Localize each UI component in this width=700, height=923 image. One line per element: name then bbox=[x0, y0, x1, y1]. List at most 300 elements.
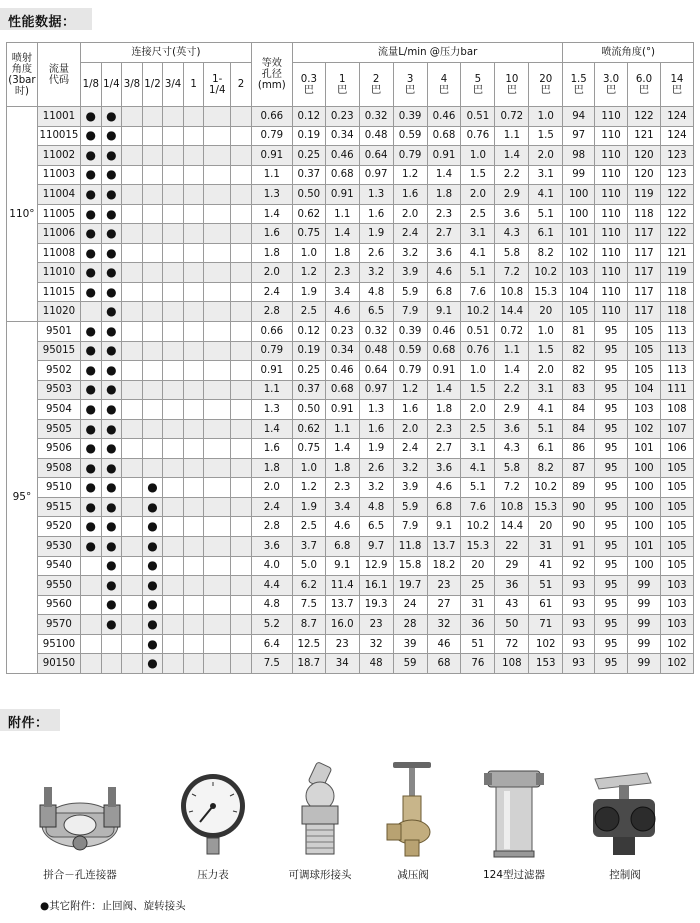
flow-cell: 1.8 bbox=[325, 243, 359, 263]
connection-cell bbox=[122, 380, 143, 400]
angle-cell: 124 bbox=[660, 126, 693, 146]
flow-cell: 0.68 bbox=[325, 165, 359, 185]
flow-cell: 4.3 bbox=[495, 224, 529, 244]
flow-code-cell: 9530 bbox=[37, 537, 80, 557]
connection-cell: ● bbox=[81, 224, 102, 244]
table-row bbox=[7, 478, 694, 498]
connection-cell bbox=[122, 243, 143, 263]
flow-code-cell: 9504 bbox=[37, 400, 80, 420]
flow-cell: 0.51 bbox=[461, 322, 495, 342]
connection-cell bbox=[163, 126, 184, 146]
connection-cell bbox=[204, 146, 231, 166]
orifice-cell: 1.1 bbox=[251, 165, 292, 185]
connection-cell bbox=[122, 165, 143, 185]
connection-cell bbox=[204, 204, 231, 224]
connection-cell bbox=[163, 517, 184, 537]
angle-cell: 93 bbox=[563, 595, 595, 615]
angle-cell: 103 bbox=[660, 595, 693, 615]
table-row bbox=[7, 595, 694, 615]
flow-cell: 22 bbox=[495, 537, 529, 557]
spray-angle-header: 喷射 角度 (3bar 时) bbox=[7, 43, 38, 107]
connection-cell bbox=[231, 634, 252, 654]
connection-cell bbox=[142, 165, 163, 185]
connection-cell: ● bbox=[81, 341, 102, 361]
angle-cell: 105 bbox=[660, 478, 693, 498]
connection-cell bbox=[163, 165, 184, 185]
flow-cell: 31 bbox=[529, 537, 563, 557]
flow-code-cell: 9505 bbox=[37, 419, 80, 439]
angle-cell: 94 bbox=[563, 107, 595, 127]
connection-cell: ● bbox=[81, 146, 102, 166]
connection-cell bbox=[183, 595, 204, 615]
flow-cell: 1.4 bbox=[427, 165, 461, 185]
table-row bbox=[7, 419, 694, 439]
flow-cell: 6.8 bbox=[427, 282, 461, 302]
connection-cell: ● bbox=[101, 478, 122, 498]
flow-cell: 3.2 bbox=[359, 478, 393, 498]
angle-cell: 95 bbox=[595, 576, 628, 596]
orifice-cell: 6.4 bbox=[251, 634, 292, 654]
flow-cell: 3.6 bbox=[495, 204, 529, 224]
flow-cell: 1.3 bbox=[359, 185, 393, 205]
connection-cell bbox=[101, 634, 122, 654]
flow-cell: 51 bbox=[529, 576, 563, 596]
accessories-row bbox=[0, 745, 700, 881]
flow-cell: 1.0 bbox=[529, 322, 563, 342]
flow-cell: 1.9 bbox=[292, 282, 325, 302]
flow-cell: 1.0 bbox=[529, 107, 563, 127]
connection-cell bbox=[142, 380, 163, 400]
connection-cell bbox=[204, 419, 231, 439]
connection-cell bbox=[204, 634, 231, 654]
flow-cell: 0.91 bbox=[427, 361, 461, 381]
angle-cell: 93 bbox=[563, 576, 595, 596]
connection-cell: ● bbox=[142, 595, 163, 615]
connection-cell bbox=[204, 458, 231, 478]
connection-cell bbox=[163, 537, 184, 557]
flow-cell: 0.79 bbox=[393, 146, 427, 166]
flow-cell: 1.5 bbox=[461, 165, 495, 185]
flow-cell: 0.59 bbox=[393, 126, 427, 146]
connection-cell bbox=[163, 400, 184, 420]
angle-cell: 103 bbox=[563, 263, 595, 283]
flow-cell: 2.2 bbox=[495, 380, 529, 400]
connection-cell bbox=[231, 419, 252, 439]
flow-cell: 10.8 bbox=[495, 497, 529, 517]
connection-cell: ● bbox=[81, 204, 102, 224]
angle-cell: 95 bbox=[595, 380, 628, 400]
flow-cell: 2.9 bbox=[495, 400, 529, 420]
angle-cell: 93 bbox=[563, 634, 595, 654]
connection-cell bbox=[163, 439, 184, 459]
connection-cell bbox=[183, 615, 204, 635]
angle-cell: 113 bbox=[660, 322, 693, 342]
angle-cell: 103 bbox=[628, 400, 661, 420]
connection-cell bbox=[81, 595, 102, 615]
flow-cell: 6.8 bbox=[325, 537, 359, 557]
connection-cell bbox=[183, 478, 204, 498]
flow-cell: 1.4 bbox=[495, 361, 529, 381]
flow-cell: 2.0 bbox=[393, 419, 427, 439]
connection-size-col: 1/4 bbox=[101, 63, 122, 107]
accessory-label: 可调球形接头 bbox=[288, 869, 352, 881]
pressure-gauge-icon bbox=[178, 770, 248, 860]
connection-cell bbox=[231, 439, 252, 459]
flow-cell: 5.8 bbox=[495, 458, 529, 478]
flow-cell: 6.5 bbox=[359, 517, 393, 537]
flow-cell: 2.3 bbox=[325, 478, 359, 498]
flow-cell: 43 bbox=[495, 595, 529, 615]
flow-cell: 3.1 bbox=[529, 380, 563, 400]
flow-cell: 153 bbox=[529, 654, 563, 674]
flow-cell: 12.5 bbox=[292, 634, 325, 654]
connection-cell bbox=[122, 400, 143, 420]
flow-cell: 0.32 bbox=[359, 107, 393, 127]
flow-cell: 6.1 bbox=[529, 224, 563, 244]
connection-cell: ● bbox=[81, 478, 102, 498]
table-row bbox=[7, 439, 694, 459]
connection-cell bbox=[204, 654, 231, 674]
flow-code-cell: 95015 bbox=[37, 341, 80, 361]
connection-cell bbox=[204, 107, 231, 127]
connection-cell bbox=[81, 654, 102, 674]
connection-cell: ● bbox=[101, 400, 122, 420]
flow-cell: 61 bbox=[529, 595, 563, 615]
orifice-cell: 2.0 bbox=[251, 263, 292, 283]
orifice-cell: 4.4 bbox=[251, 576, 292, 596]
accessory-label: 124型过滤器 bbox=[482, 869, 546, 881]
angle-cell: 101 bbox=[563, 224, 595, 244]
connection-cell bbox=[122, 204, 143, 224]
flow-cell: 1.1 bbox=[325, 204, 359, 224]
flow-cell: 1.2 bbox=[393, 165, 427, 185]
angle-cell: 110 bbox=[595, 185, 628, 205]
connection-cell bbox=[183, 282, 204, 302]
connection-cell bbox=[122, 419, 143, 439]
table-row bbox=[7, 322, 694, 342]
angle-cell: 95 bbox=[595, 634, 628, 654]
connection-cell bbox=[163, 224, 184, 244]
connection-cell bbox=[142, 361, 163, 381]
connection-cell bbox=[231, 556, 252, 576]
flow-cell: 10.2 bbox=[529, 263, 563, 283]
orifice-cell: 1.8 bbox=[251, 458, 292, 478]
accessory-label: 减压阀 bbox=[397, 869, 429, 881]
connection-size-col: 2 bbox=[231, 63, 252, 107]
flow-cell: 3.2 bbox=[359, 263, 393, 283]
connection-cell: ● bbox=[101, 380, 122, 400]
connection-cell bbox=[142, 204, 163, 224]
connection-cell bbox=[163, 185, 184, 205]
connection-cell bbox=[183, 634, 204, 654]
flow-cell: 50 bbox=[495, 615, 529, 635]
orifice-cell: 2.4 bbox=[251, 497, 292, 517]
connection-cell bbox=[163, 634, 184, 654]
connection-cell: ● bbox=[142, 615, 163, 635]
connection-cell bbox=[163, 341, 184, 361]
table-row bbox=[7, 282, 694, 302]
flow-cell: 23 bbox=[427, 576, 461, 596]
flow-cell: 7.9 bbox=[393, 302, 427, 322]
angle-cell: 117 bbox=[628, 263, 661, 283]
angle-cell: 123 bbox=[660, 165, 693, 185]
angle-cell: 101 bbox=[628, 439, 661, 459]
angle-cell: 110 bbox=[595, 282, 628, 302]
flow-cell: 1.6 bbox=[393, 400, 427, 420]
table-row bbox=[7, 126, 694, 146]
connection-cell: ● bbox=[81, 400, 102, 420]
connection-cell: ● bbox=[101, 243, 122, 263]
flow-cell: 1.3 bbox=[359, 400, 393, 420]
orifice-cell: 1.6 bbox=[251, 439, 292, 459]
connection-cell: ● bbox=[142, 537, 163, 557]
connection-cell bbox=[204, 595, 231, 615]
spray-angle-group: 110° bbox=[7, 107, 38, 322]
flow-cell: 15.3 bbox=[529, 282, 563, 302]
connection-cell: ● bbox=[142, 497, 163, 517]
connection-cell bbox=[122, 458, 143, 478]
flow-cell: 2.6 bbox=[359, 458, 393, 478]
flow-code-cell: 90150 bbox=[37, 654, 80, 674]
connection-cell: ● bbox=[81, 361, 102, 381]
orifice-cell: 0.66 bbox=[251, 107, 292, 127]
flow-cell: 51 bbox=[461, 634, 495, 654]
flow-cell: 12.9 bbox=[359, 556, 393, 576]
connection-cell bbox=[183, 185, 204, 205]
angle-cell: 97 bbox=[563, 126, 595, 146]
connection-cell bbox=[142, 322, 163, 342]
flow-cell: 2.5 bbox=[292, 302, 325, 322]
flow-cell: 3.9 bbox=[393, 478, 427, 498]
flow-cell: 1.0 bbox=[461, 361, 495, 381]
connection-cell bbox=[231, 595, 252, 615]
angle-cell: 95 bbox=[595, 654, 628, 674]
angle-pressure-col: 1.5 巴 bbox=[563, 63, 595, 107]
flow-cell: 0.34 bbox=[325, 341, 359, 361]
connection-cell bbox=[122, 654, 143, 674]
angle-cell: 105 bbox=[628, 341, 661, 361]
flow-cell: 5.8 bbox=[495, 243, 529, 263]
connection-cell: ● bbox=[101, 458, 122, 478]
connection-cell bbox=[231, 302, 252, 322]
connection-cell bbox=[142, 400, 163, 420]
connection-cell: ● bbox=[101, 204, 122, 224]
connection-cell bbox=[204, 478, 231, 498]
angle-cell: 98 bbox=[563, 146, 595, 166]
connection-cell bbox=[163, 146, 184, 166]
flow-cell: 15.3 bbox=[529, 497, 563, 517]
flow-cell: 1.8 bbox=[427, 400, 461, 420]
accessory-label: 控制阀 bbox=[609, 869, 641, 881]
pressure-col: 3 巴 bbox=[393, 63, 427, 107]
flow-cell: 5.1 bbox=[461, 478, 495, 498]
flow-cell: 1.5 bbox=[461, 380, 495, 400]
angle-cell: 105 bbox=[660, 556, 693, 576]
flow-cell: 2.4 bbox=[393, 439, 427, 459]
flow-cell: 8.2 bbox=[529, 243, 563, 263]
connection-cell bbox=[183, 576, 204, 596]
flow-cell: 15.3 bbox=[461, 537, 495, 557]
angle-cell: 95 bbox=[595, 361, 628, 381]
angle-cell: 83 bbox=[563, 380, 595, 400]
flow-cell: 14.4 bbox=[495, 517, 529, 537]
flow-code-cell: 9501 bbox=[37, 322, 80, 342]
flow-cell: 59 bbox=[393, 654, 427, 674]
flow-cell: 6.8 bbox=[427, 497, 461, 517]
angle-cell: 119 bbox=[628, 185, 661, 205]
connection-cell bbox=[122, 263, 143, 283]
connection-cell: ● bbox=[101, 165, 122, 185]
angle-cell: 110 bbox=[595, 204, 628, 224]
angle-cell: 111 bbox=[660, 380, 693, 400]
orifice-cell: 1.1 bbox=[251, 380, 292, 400]
connection-cell bbox=[142, 419, 163, 439]
angle-cell: 95 bbox=[595, 341, 628, 361]
pressure-col: 10 巴 bbox=[495, 63, 529, 107]
flow-cell: 4.1 bbox=[461, 458, 495, 478]
connection-cell: ● bbox=[81, 263, 102, 283]
flow-code-cell: 110015 bbox=[37, 126, 80, 146]
connection-cell bbox=[231, 126, 252, 146]
connection-cell bbox=[122, 497, 143, 517]
connection-cell bbox=[231, 243, 252, 263]
flow-cell: 36 bbox=[495, 576, 529, 596]
orifice-cell: 1.6 bbox=[251, 224, 292, 244]
flow-cell: 0.62 bbox=[292, 204, 325, 224]
orifice-cell: 3.6 bbox=[251, 537, 292, 557]
flow-code-cell: 9510 bbox=[37, 478, 80, 498]
flow-cell: 3.7 bbox=[292, 537, 325, 557]
pressure-col: 2 巴 bbox=[359, 63, 393, 107]
connection-cell bbox=[101, 654, 122, 674]
angle-cell: 122 bbox=[660, 185, 693, 205]
connection-cell bbox=[163, 107, 184, 127]
flow-code-cell: 11006 bbox=[37, 224, 80, 244]
flow-cell: 4.6 bbox=[427, 478, 461, 498]
connection-cell: ● bbox=[81, 185, 102, 205]
flow-cell: 0.62 bbox=[292, 419, 325, 439]
flow-cell: 1.2 bbox=[292, 263, 325, 283]
flow-cell: 23 bbox=[325, 634, 359, 654]
connection-cell bbox=[183, 146, 204, 166]
connection-cell: ● bbox=[101, 341, 122, 361]
flow-cell: 1.6 bbox=[393, 185, 427, 205]
angle-cell: 101 bbox=[628, 537, 661, 557]
connection-cell bbox=[204, 380, 231, 400]
connection-size-col: 1 bbox=[183, 63, 204, 107]
angle-cell: 95 bbox=[595, 478, 628, 498]
flow-cell: 0.39 bbox=[393, 322, 427, 342]
angle-cell: 84 bbox=[563, 400, 595, 420]
adjustable-ball-fitting-icon bbox=[290, 760, 350, 860]
angle-cell: 102 bbox=[563, 243, 595, 263]
connection-cell: ● bbox=[101, 302, 122, 322]
angle-cell: 117 bbox=[628, 224, 661, 244]
flow-cell: 2.4 bbox=[393, 224, 427, 244]
connection-cell bbox=[231, 380, 252, 400]
connection-cell bbox=[81, 302, 102, 322]
angle-cell: 99 bbox=[563, 165, 595, 185]
connection-cell: ● bbox=[101, 126, 122, 146]
connection-cell bbox=[204, 165, 231, 185]
connection-cell bbox=[204, 439, 231, 459]
connection-cell: ● bbox=[142, 478, 163, 498]
flow-cell: 46 bbox=[427, 634, 461, 654]
table-row bbox=[7, 107, 694, 127]
flow-cell: 7.2 bbox=[495, 478, 529, 498]
flow-cell: 0.97 bbox=[359, 165, 393, 185]
flow-cell: 3.2 bbox=[393, 243, 427, 263]
connection-cell bbox=[122, 576, 143, 596]
connection-cell bbox=[163, 282, 184, 302]
angle-cell: 124 bbox=[660, 107, 693, 127]
connection-cell: ● bbox=[101, 595, 122, 615]
flow-cell: 0.76 bbox=[461, 341, 495, 361]
flow-cell: 2.5 bbox=[461, 204, 495, 224]
connection-cell bbox=[183, 517, 204, 537]
flow-cell: 0.32 bbox=[359, 322, 393, 342]
connection-cell bbox=[183, 204, 204, 224]
angle-cell: 90 bbox=[563, 497, 595, 517]
angle-cell: 118 bbox=[660, 282, 693, 302]
connection-cell bbox=[142, 224, 163, 244]
angle-cell: 110 bbox=[595, 165, 628, 185]
connection-cell bbox=[231, 341, 252, 361]
flow-cell: 3.2 bbox=[393, 458, 427, 478]
orifice-cell: 4.8 bbox=[251, 595, 292, 615]
flow-cell: 9.1 bbox=[427, 517, 461, 537]
angle-cell: 105 bbox=[660, 458, 693, 478]
orifice-cell: 4.0 bbox=[251, 556, 292, 576]
connection-cell bbox=[122, 224, 143, 244]
flow-cell: 0.37 bbox=[292, 380, 325, 400]
flow-cell: 3.4 bbox=[325, 497, 359, 517]
flow-cell: 10.8 bbox=[495, 282, 529, 302]
connection-cell bbox=[183, 497, 204, 517]
connection-cell bbox=[183, 361, 204, 381]
connection-cell bbox=[183, 458, 204, 478]
connection-cell bbox=[163, 497, 184, 517]
connection-cell: ● bbox=[101, 537, 122, 557]
flow-code-cell: 11020 bbox=[37, 302, 80, 322]
flow-cell: 41 bbox=[529, 556, 563, 576]
table-row bbox=[7, 615, 694, 635]
flow-cell: 27 bbox=[427, 595, 461, 615]
flow-cell: 1.1 bbox=[495, 126, 529, 146]
orifice-cell: 2.8 bbox=[251, 302, 292, 322]
pressure-col: 20 巴 bbox=[529, 63, 563, 107]
connection-cell bbox=[122, 146, 143, 166]
flow-cell: 1.4 bbox=[325, 224, 359, 244]
flow-cell: 1.2 bbox=[292, 478, 325, 498]
connection-cell bbox=[81, 576, 102, 596]
connection-cell bbox=[231, 107, 252, 127]
angle-cell: 103 bbox=[660, 576, 693, 596]
connection-cell bbox=[122, 185, 143, 205]
connection-cell bbox=[142, 458, 163, 478]
flow-code-cell: 11005 bbox=[37, 204, 80, 224]
flow-code-header: 流量 代码 bbox=[37, 43, 80, 107]
connection-cell bbox=[231, 204, 252, 224]
flow-cell: 0.68 bbox=[427, 126, 461, 146]
table-row bbox=[7, 458, 694, 478]
flow-code-cell: 9506 bbox=[37, 439, 80, 459]
flow-cell: 31 bbox=[461, 595, 495, 615]
flow-cell: 0.48 bbox=[359, 126, 393, 146]
table-row bbox=[7, 576, 694, 596]
angle-cell: 99 bbox=[628, 634, 661, 654]
connection-cell: ● bbox=[101, 107, 122, 127]
